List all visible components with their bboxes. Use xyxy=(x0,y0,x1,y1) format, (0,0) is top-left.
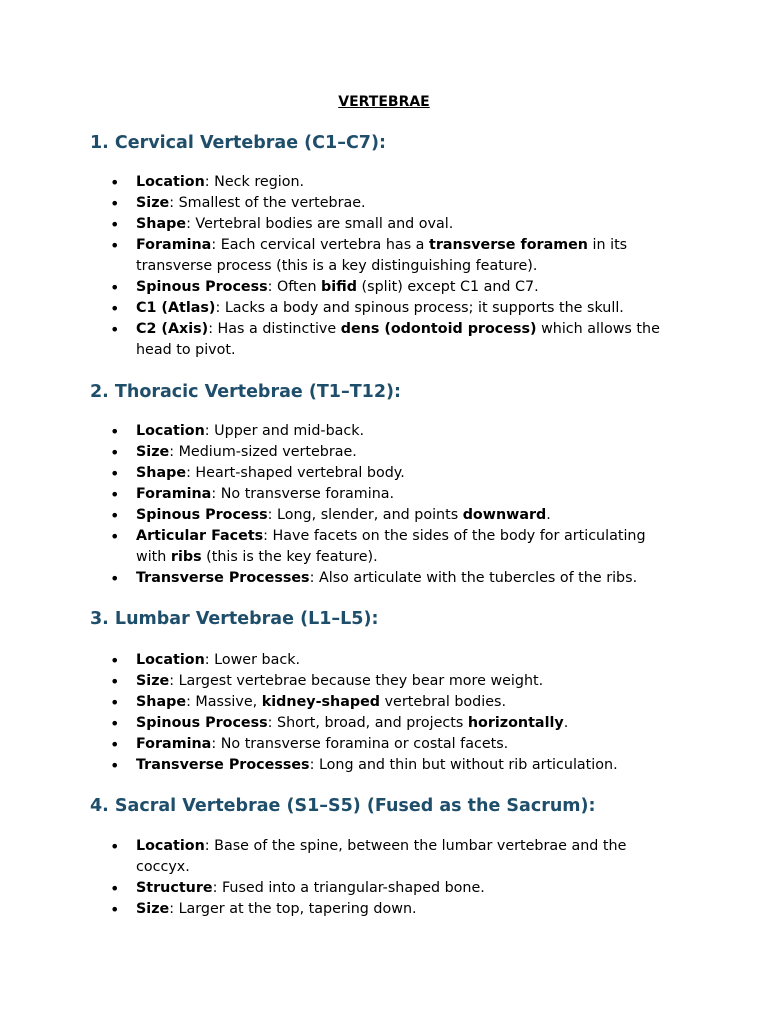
item-label: Foramina xyxy=(136,237,212,253)
list-item xyxy=(0,442,768,463)
item-text: : Short, broad, and projects xyxy=(267,715,468,731)
list-item xyxy=(0,298,768,319)
item-text: : Long and thin but without rib articulation. xyxy=(309,757,618,773)
item-text: : Heart-shaped vertebral body. xyxy=(186,465,405,481)
item-text: . xyxy=(546,507,551,523)
item-label: Size xyxy=(136,673,170,689)
list-item xyxy=(0,463,768,484)
section-heading-lumbar: 3. Lumbar Vertebrae (L1–L5): xyxy=(90,609,379,629)
section-list-sacral xyxy=(0,836,768,920)
emphasis-text: transverse foramen xyxy=(429,237,588,253)
list-item xyxy=(0,193,768,214)
item-label: Foramina xyxy=(136,736,212,752)
item-text: (split) except C1 and C7. xyxy=(357,279,539,295)
list-item xyxy=(0,671,768,692)
list-item xyxy=(0,878,768,899)
list-item xyxy=(0,505,768,526)
item-label: Spinous Process xyxy=(136,507,268,523)
item-label: Foramina xyxy=(136,486,212,502)
item-text: : Long, slender, and points xyxy=(267,507,463,523)
item-text: : Vertebral bodies are small and oval. xyxy=(186,216,454,232)
list-item xyxy=(0,172,768,193)
emphasis-text: downward xyxy=(462,507,547,523)
item-label: Location xyxy=(136,838,205,854)
list-item xyxy=(0,568,768,589)
item-label: Shape xyxy=(136,465,187,481)
list-item xyxy=(0,650,768,671)
item-text: which allows the head to pivot. xyxy=(136,321,660,358)
section-list-cervical xyxy=(0,172,768,361)
item-label: Size xyxy=(136,195,170,211)
list-item xyxy=(0,277,768,298)
item-text: (this is the key feature). xyxy=(201,549,378,565)
list-item xyxy=(0,526,768,568)
section-heading-thoracic: 2. Thoracic Vertebrae (T1–T12): xyxy=(90,382,402,402)
emphasis-text: ribs xyxy=(170,549,202,565)
list-item xyxy=(0,713,768,734)
item-label: Size xyxy=(136,444,170,460)
emphasis-text: bifid xyxy=(321,279,358,295)
emphasis-text: kidney-shaped xyxy=(261,694,381,710)
list-item xyxy=(0,319,768,361)
item-label: Articular Facets xyxy=(136,528,264,544)
emphasis-text: horizontally xyxy=(467,715,564,731)
item-label: Location xyxy=(136,423,205,439)
item-text: : Fused into a triangular-shaped bone. xyxy=(212,880,485,896)
list-item xyxy=(0,836,768,878)
section-list-thoracic xyxy=(0,421,768,589)
item-text: : Have facets on the sides of the body for articulating with xyxy=(136,528,646,565)
item-text: : Largest vertebrae because they bear more weight. xyxy=(169,673,544,689)
item-text: : Often xyxy=(267,279,322,295)
list-item xyxy=(0,235,768,277)
item-label: Spinous Process xyxy=(136,715,268,731)
list-item xyxy=(0,755,768,776)
item-text: in its transverse process (this is a key distinguishing feature). xyxy=(136,237,628,274)
item-label: Transverse Processes xyxy=(136,570,310,586)
section-heading-cervical: 1. Cervical Vertebrae (C1–C7): xyxy=(90,133,386,153)
item-label: Shape xyxy=(136,216,187,232)
item-label: C1 (Atlas) xyxy=(136,300,216,316)
item-text: : Neck region. xyxy=(204,174,305,190)
item-text: . xyxy=(563,715,569,731)
item-text: : Each cervical vertebra has a xyxy=(211,237,429,253)
list-item xyxy=(0,484,768,505)
item-text: : Massive, xyxy=(186,694,262,710)
list-item xyxy=(0,421,768,442)
document-title: VERTEBRAE xyxy=(338,94,430,110)
item-text: : Also articulate with the tubercles of the ribs. xyxy=(309,570,638,586)
item-text: : Upper and mid-back. xyxy=(204,423,365,439)
item-text: vertebral bodies. xyxy=(380,694,507,710)
item-text: : Lacks a body and spinous process; it supports the skull. xyxy=(215,300,624,316)
list-item xyxy=(0,734,768,755)
item-text: : No transverse foramina or costal facets. xyxy=(211,736,509,752)
item-label: Shape xyxy=(136,694,187,710)
item-text: : Lower back. xyxy=(204,652,301,668)
list-item xyxy=(0,214,768,235)
item-label: Transverse Processes xyxy=(136,757,310,773)
item-text: : Smallest of the vertebrae. xyxy=(169,195,366,211)
item-text: : Has a distinctive xyxy=(208,321,341,337)
item-label: C2 (Axis) xyxy=(136,321,209,337)
item-label: Location xyxy=(136,652,205,668)
item-text: : No transverse foramina. xyxy=(211,486,395,502)
item-text: : Base of the spine, between the lumbar vertebrae and the coccyx. xyxy=(136,838,627,875)
section-heading-sacral: 4. Sacral Vertebrae (S1–S5) (Fused as the Sacrum): xyxy=(90,796,596,816)
item-label: Structure xyxy=(136,880,213,896)
list-item xyxy=(0,692,768,713)
section-list-lumbar xyxy=(0,650,768,776)
item-label: Spinous Process xyxy=(136,279,268,295)
emphasis-text: dens (odontoid process) xyxy=(340,321,537,337)
item-label: Size xyxy=(136,901,170,917)
item-label: Location xyxy=(136,174,205,190)
list-item xyxy=(0,899,768,920)
item-text: : Larger at the top, tapering down. xyxy=(169,901,417,917)
item-text: : Medium-sized vertebrae. xyxy=(169,444,357,460)
